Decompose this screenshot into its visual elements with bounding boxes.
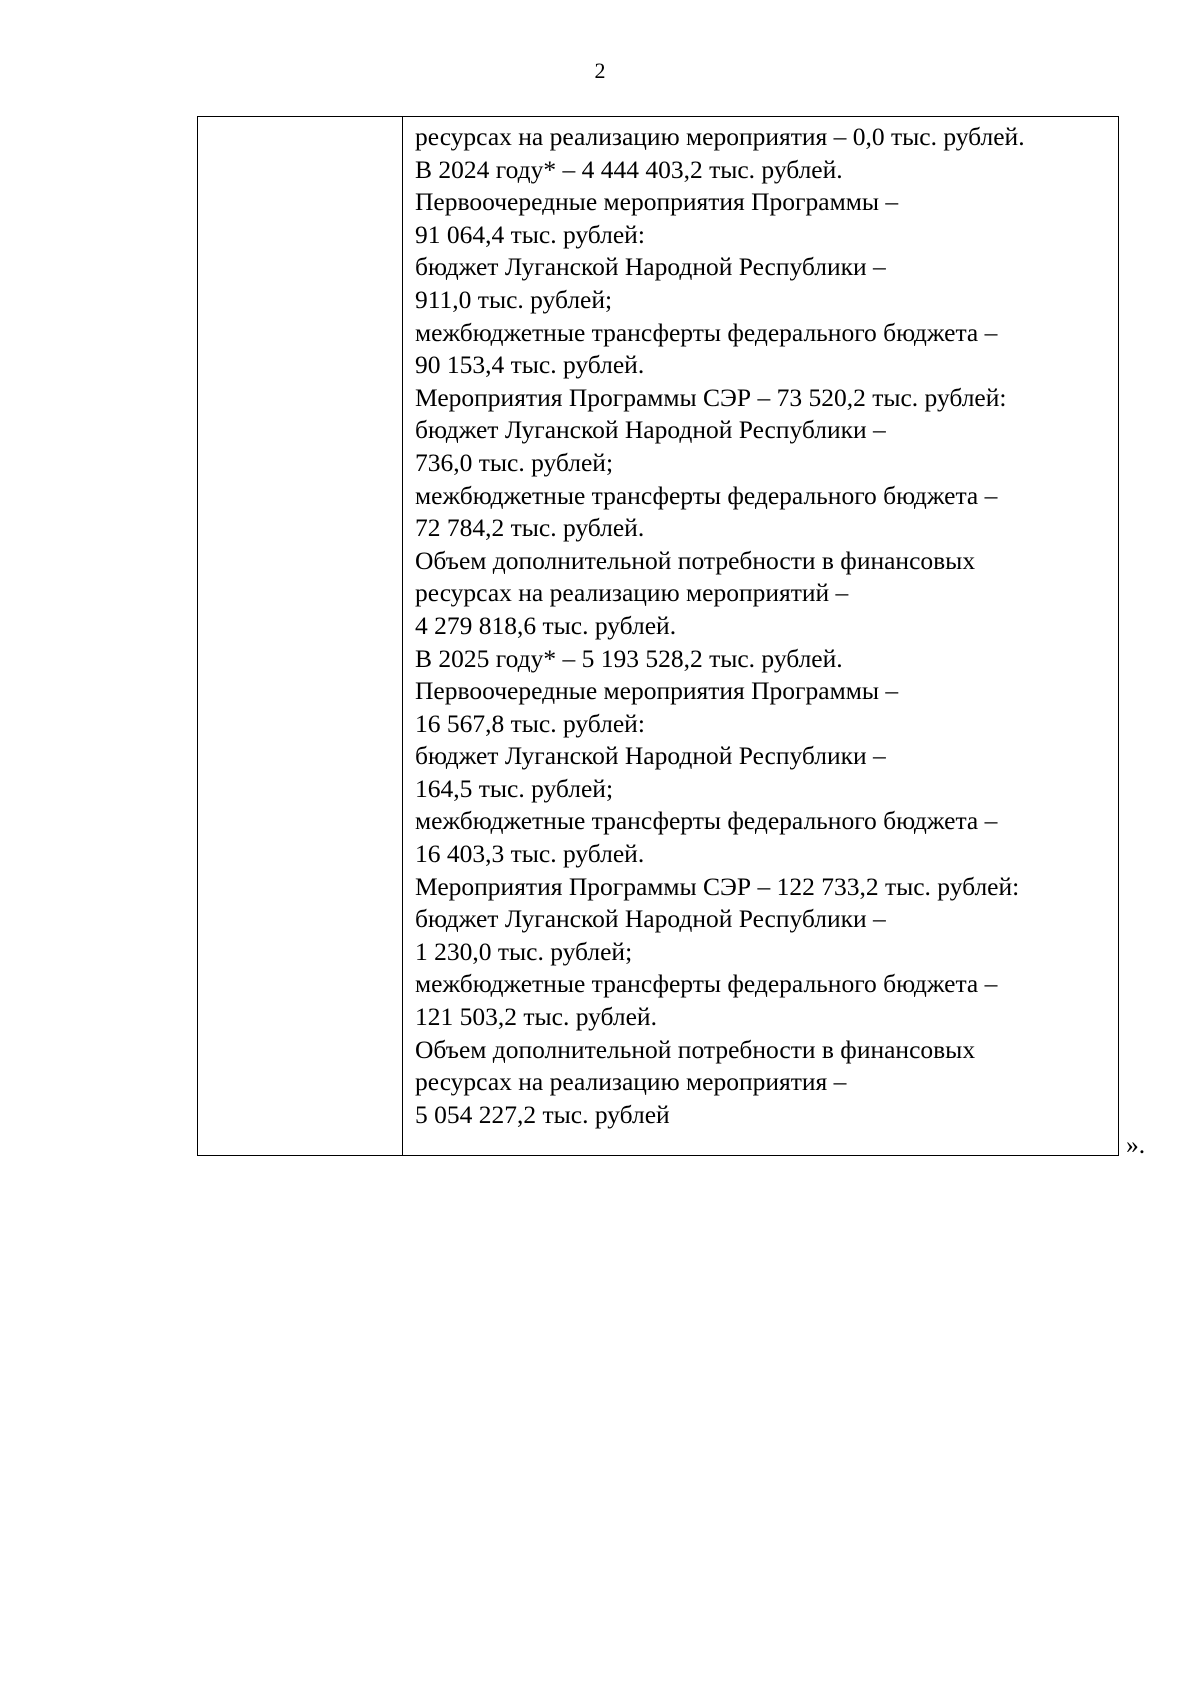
text-line: 121 503,2 тыс. рублей. xyxy=(415,1002,657,1032)
text-line: 90 153,4 тыс. рублей. xyxy=(415,350,645,380)
funding-text-block xyxy=(403,117,1118,1131)
left-cell xyxy=(198,117,403,1156)
text-line: бюджет Луганской Народной Республики – xyxy=(415,252,886,282)
text-line: 736,0 тыс. рублей; xyxy=(415,447,614,477)
text-line: ресурсах на реализацию мероприятия – 0,0 тыс. рублей. xyxy=(415,122,1025,151)
closing-quote-mark: ». xyxy=(1126,1130,1146,1159)
text-line: 911,0 тыс. рублей; xyxy=(415,284,613,314)
text-line: бюджет Луганской Народной Республики – xyxy=(415,741,886,771)
text-line: межбюджетные трансферты федерального бюджета – xyxy=(415,969,998,999)
text-line: Первоочередные мероприятия Программы – xyxy=(415,187,899,217)
text-line: 16 567,8 тыс. рублей: xyxy=(415,708,645,738)
page-number: 2 xyxy=(594,58,606,83)
text-line: 4 279 818,6 тыс. рублей. xyxy=(415,610,677,640)
text-line: бюджет Луганской Народной Республики – xyxy=(415,904,886,934)
text-line: межбюджетные трансферты федерального бюджета – xyxy=(415,480,998,510)
right-cell xyxy=(403,117,1119,1156)
text-line: 5 054 227,2 тыс. рублей xyxy=(415,1099,670,1129)
funding-table xyxy=(197,116,1119,1156)
text-line: Мероприятия Программы СЭР – 73 520,2 тыс. рублей: xyxy=(415,382,1007,412)
text-line: 1 230,0 тыс. рублей; xyxy=(415,936,633,966)
text-line: Объем дополнительной потребности в финансовых xyxy=(415,1034,976,1064)
text-line: Объем дополнительной потребности в финансовых xyxy=(415,545,976,575)
text-line: ресурсах на реализацию мероприятий – xyxy=(415,578,849,608)
text-line: 72 784,2 тыс. рублей. xyxy=(415,513,645,543)
text-line: 16 403,3 тыс. рублей. xyxy=(415,839,645,869)
text-line: 91 064,4 тыс. рублей: xyxy=(415,219,645,249)
text-line: ресурсах на реализацию мероприятия – xyxy=(415,1067,847,1097)
text-line: В 2024 году* – 4 444 403,2 тыс. рублей. xyxy=(415,154,843,184)
text-line: 164,5 тыс. рублей; xyxy=(415,773,614,803)
text-line: межбюджетные трансферты федерального бюджета – xyxy=(415,317,998,347)
table-row xyxy=(198,117,1119,1156)
text-line: Первоочередные мероприятия Программы – xyxy=(415,676,899,706)
text-line: межбюджетные трансферты федерального бюджета – xyxy=(415,806,998,836)
text-line: В 2025 году* – 5 193 528,2 тыс. рублей. xyxy=(415,643,843,673)
text-line: Мероприятия Программы СЭР – 122 733,2 тыс. рублей: xyxy=(415,871,1020,901)
text-line: бюджет Луганской Народной Республики – xyxy=(415,415,886,445)
